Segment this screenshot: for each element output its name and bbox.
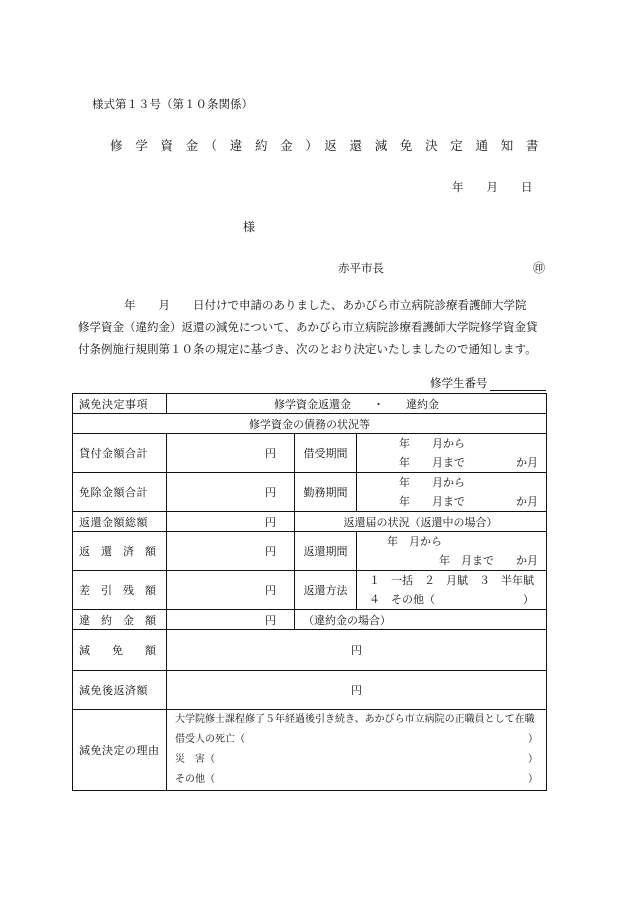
repay-total-amount: 円 xyxy=(167,512,295,532)
repay-period-value xyxy=(357,532,547,571)
student-number-label: 修学生番号 xyxy=(430,376,488,390)
penalty-label: 違 約 金 額 xyxy=(73,610,167,630)
work-period-value xyxy=(357,473,547,512)
reason-value xyxy=(167,710,547,791)
work-period-label: 勤務期間 xyxy=(295,473,357,512)
reduction-label: 減 免 額 xyxy=(73,630,167,671)
repay-method-label: 返還方法 xyxy=(295,571,357,610)
work-period-to: 年 月まで xyxy=(399,495,465,508)
loan-period-months: か月 xyxy=(516,456,539,469)
body-line: 修学資金（違約金）返還の減免について、あかびら市立病院診療看護師大学院修学資金貸 xyxy=(78,320,538,334)
notice-body xyxy=(78,294,558,360)
repay-period-from: 年 月から xyxy=(387,535,442,548)
repay-method-value xyxy=(357,571,547,610)
loan-total-label: 貸付金額合計 xyxy=(73,434,167,473)
loan-period-from: 年 月から xyxy=(399,437,465,450)
issuer-name: 赤平市長 xyxy=(338,261,384,275)
exempt-total-label: 免除金額合計 xyxy=(73,473,167,512)
repay-status-note: 返還届の状況（返還中の場合） xyxy=(295,512,547,532)
repaid-amount: 円 xyxy=(167,532,295,571)
document-title: 修 学 資 金 （ 違 約 金 ） 返 還 減 免 決 定 通 知 書 xyxy=(110,138,539,153)
loan-total-amount: 円 xyxy=(167,434,295,473)
body-line: 付条例施行規則第１０条の規定に基づき、次のとおり決定いたしましたので通知します。 xyxy=(78,342,537,356)
penalty-amount: 円 xyxy=(167,610,295,630)
decision-item-value: 修学資金返還金 ・ 違約金 xyxy=(167,394,547,414)
reason-line: 大学院修士課程修了５年経過後引き続き、あかびら市立病院の正職員として在職 xyxy=(175,714,535,725)
reason-label: 減免決定の理由 xyxy=(73,710,167,791)
decision-item-label: 減免決定事項 xyxy=(73,394,167,414)
loan-period-label: 借受期間 xyxy=(295,434,357,473)
reason-line: 借受人の死亡（ ） xyxy=(175,734,539,745)
balance-label: 差 引 残 額 xyxy=(73,571,167,610)
after-reduction-label: 減免後返済額 xyxy=(73,671,167,710)
addressee-honorific: 様 xyxy=(243,220,256,234)
repay-method-options: １ 一括 ２ 月賦 ３ 半年賦 xyxy=(369,574,534,587)
debt-status-header: 修学資金の債務の状況等 xyxy=(73,414,547,434)
exempt-total-amount: 円 xyxy=(167,473,295,512)
reduction-decision-table xyxy=(72,393,547,791)
reason-line: 災 害（ ） xyxy=(175,754,539,765)
reason-line: その他（ ） xyxy=(175,774,539,785)
after-reduction-amount: 円 xyxy=(167,671,547,710)
work-period-months: か月 xyxy=(516,495,539,508)
repay-method-other-close: ） xyxy=(523,593,535,606)
repay-total-label: 返還金額総額 xyxy=(73,512,167,532)
issue-date: 年 月 日 xyxy=(452,180,533,194)
body-line: 年 月 日付けで申請のありました、あかびら市立病院診療看護師大学院 xyxy=(78,298,527,312)
balance-amount: 円 xyxy=(167,571,295,610)
student-number-blank xyxy=(490,378,546,391)
seal-mark: ㊞ xyxy=(533,261,546,275)
repay-method-other: ４ その他（ xyxy=(369,593,435,606)
form-number-label: 様式第１３号（第１０条関係） xyxy=(92,97,253,111)
reduction-amount: 円 xyxy=(167,630,547,671)
loan-period-to: 年 月まで xyxy=(399,456,465,469)
penalty-note: （違約金の場合） xyxy=(295,610,547,630)
work-period-from: 年 月から xyxy=(399,476,465,489)
loan-period-value xyxy=(357,434,547,473)
repay-period-to: 年 月まで か月 xyxy=(439,554,538,567)
student-number-field xyxy=(430,375,546,391)
repaid-label: 返 還 済 額 xyxy=(73,532,167,571)
repay-period-label: 返還期間 xyxy=(295,532,357,571)
